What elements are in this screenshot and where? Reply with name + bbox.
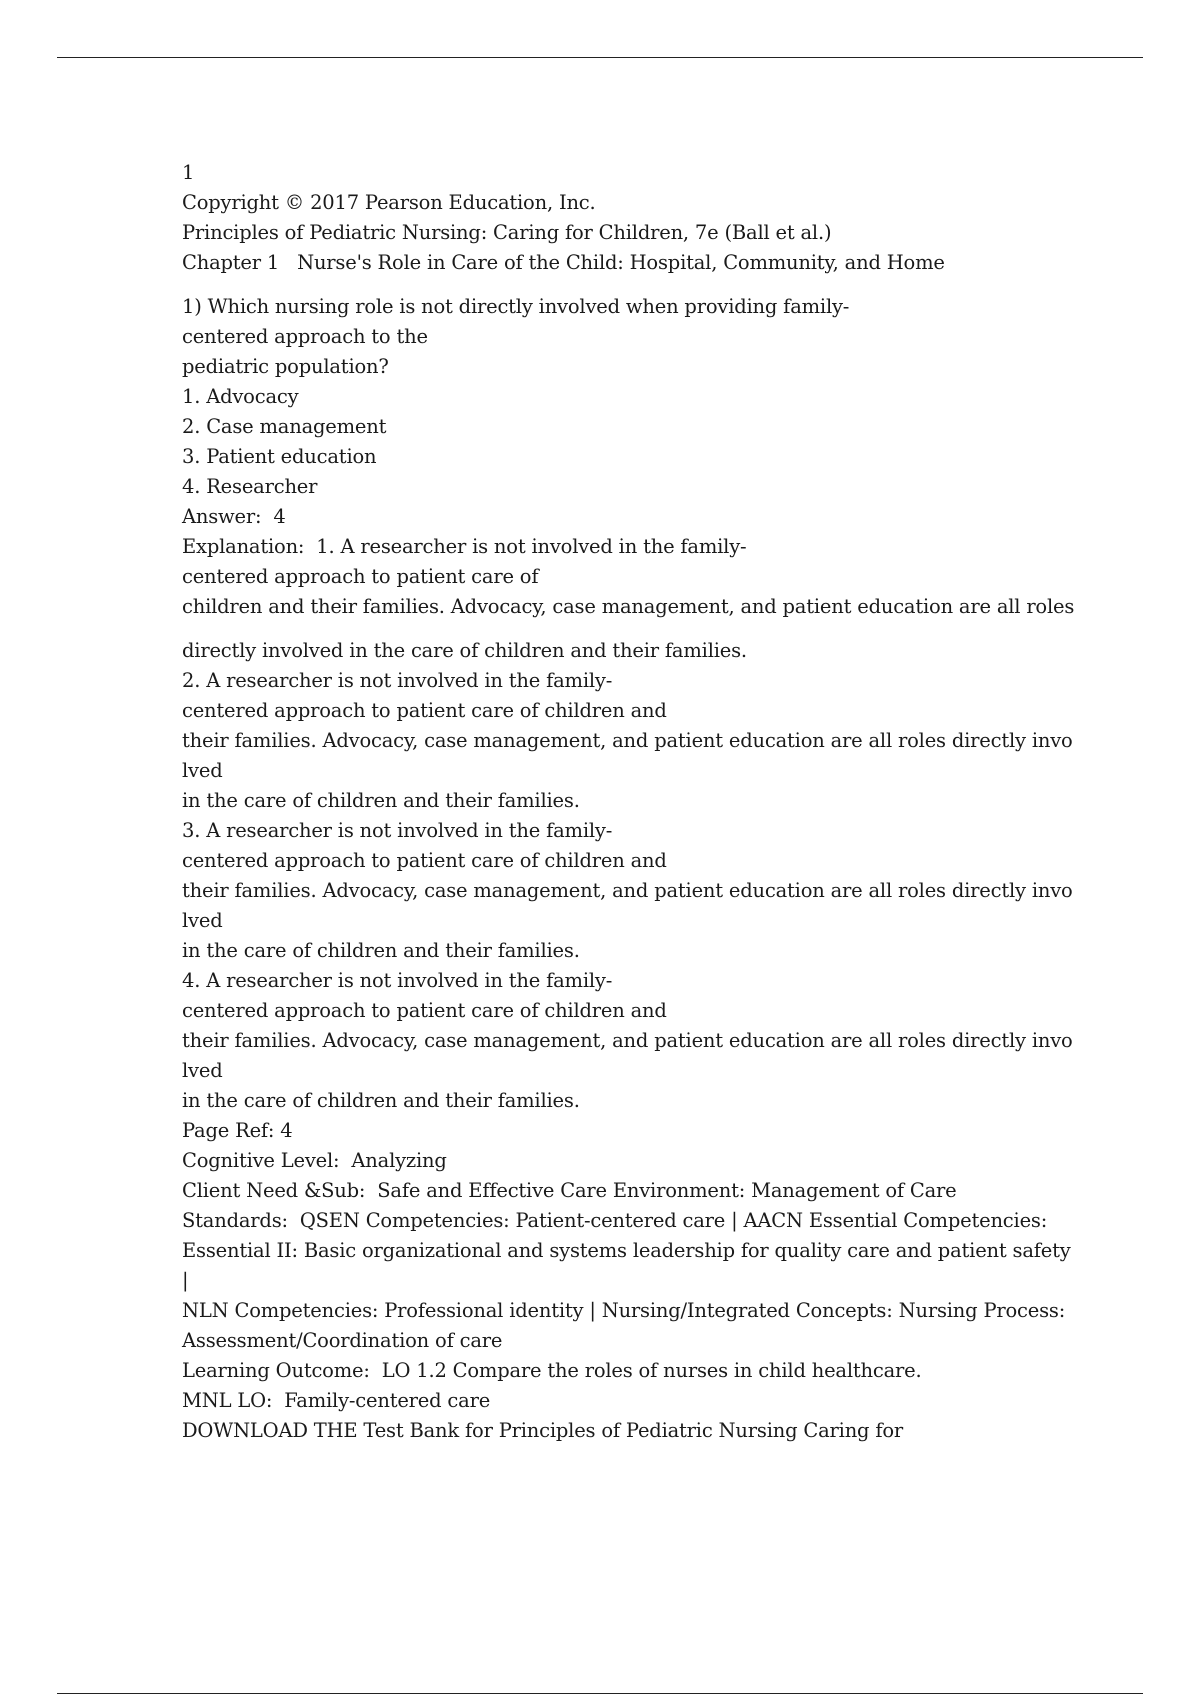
learning-outcome: Learning Outcome: LO 1.2 Compare the roles of nurses in child healthcare. <box>182 1359 922 1382</box>
explanation-line: their families. Advocacy, case management, and patient education are all roles directly invo <box>182 1029 1073 1052</box>
client-need: Client Need &Sub: Safe and Effective Care Environment: Management of Care <box>182 1179 957 1202</box>
explanation-line: lved <box>182 1059 223 1082</box>
standards-line: Standards: QSEN Competencies: Patient-centered care | AACN Essential Competencies: <box>182 1209 1048 1232</box>
explanation-line: centered approach to patient care of <box>182 565 539 588</box>
explanation-line: 3. A researcher is not involved in the family- <box>182 819 613 842</box>
standards-separator: | <box>182 1269 189 1292</box>
standards-line: Essential II: Basic organizational and systems leadership for quality care and patient safety <box>182 1239 1071 1262</box>
explanation-line: 4. A researcher is not involved in the family- <box>182 969 613 992</box>
explanation-line: in the care of children and their families. <box>182 789 580 812</box>
book-title: Principles of Pediatric Nursing: Caring for Children, 7e (Ball et al.) <box>182 221 832 244</box>
explanation-line: lved <box>182 909 223 932</box>
option-patient-education: 3. Patient education <box>182 445 377 468</box>
option-case-management: 2. Case management <box>182 415 387 438</box>
question-stem-line: centered approach to the <box>182 325 428 348</box>
explanation-line: their families. Advocacy, case management, and patient education are all roles directly invo <box>182 729 1073 752</box>
option-advocacy: 1. Advocacy <box>182 385 299 408</box>
explanation-line: in the care of children and their families. <box>182 939 580 962</box>
explanation-line: 2. A researcher is not involved in the family- <box>182 669 613 692</box>
nln-competencies: Assessment/Coordination of care <box>182 1329 503 1352</box>
top-rule <box>57 57 1143 58</box>
explanation-line: their families. Advocacy, case management, and patient education are all roles directly invo <box>182 879 1073 902</box>
copyright-line: Copyright © 2017 Pearson Education, Inc. <box>182 191 596 214</box>
page-number: 1 <box>182 161 195 184</box>
explanation-line: children and their families. Advocacy, case management, and patient education are all roles <box>182 595 1075 618</box>
explanation-line: lved <box>182 759 223 782</box>
cognitive-level: Cognitive Level: Analyzing <box>182 1149 447 1172</box>
explanation-line: centered approach to patient care of children and <box>182 999 667 1022</box>
question-stem-line: pediatric population? <box>182 355 389 378</box>
question-stem-line: 1) Which nursing role is not directly involved when providing family- <box>182 295 850 318</box>
bottom-rule <box>57 1693 1143 1694</box>
mnl-lo: MNL LO: Family-centered care <box>182 1389 491 1412</box>
metadata-block <box>182 1116 1082 1446</box>
explanation-block <box>182 532 1082 1116</box>
explanation-line: directly involved in the care of children and their families. <box>182 639 747 662</box>
nln-competencies: NLN Competencies: Professional identity | Nursing/Integrated Concepts: Nursing Process: <box>182 1299 1066 1322</box>
download-notice: DOWNLOAD THE Test Bank for Principles of Pediatric Nursing Caring for <box>182 1419 904 1442</box>
chapter-title: Chapter 1 Nurse's Role in Care of the Child: Hospital, Community, and Home <box>182 251 945 274</box>
answer-line: Answer: 4 <box>182 505 286 528</box>
option-researcher: 4. Researcher <box>182 475 318 498</box>
document-body <box>182 158 1082 1446</box>
explanation-line: centered approach to patient care of children and <box>182 849 667 872</box>
explanation-line: Explanation: 1. A researcher is not involved in the family- <box>182 535 747 558</box>
explanation-line: centered approach to patient care of children and <box>182 699 667 722</box>
explanation-line: in the care of children and their families. <box>182 1089 580 1112</box>
page-ref: Page Ref: 4 <box>182 1119 293 1142</box>
question-block <box>182 292 1082 532</box>
